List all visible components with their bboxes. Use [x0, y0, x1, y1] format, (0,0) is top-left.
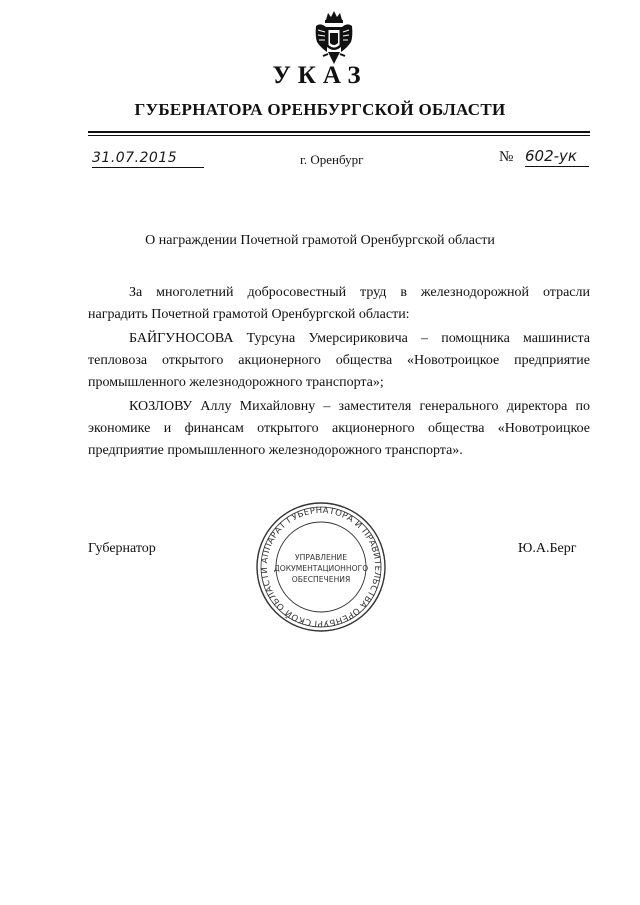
- stamp-line-3: ОБЕСПЕЧЕНИЯ: [291, 575, 351, 584]
- document-title: УКАЗ: [272, 62, 368, 89]
- decree-date: 31.07.2015: [92, 150, 204, 168]
- header-rule: [88, 131, 590, 133]
- decree-heading: О награждении Почетной грамотой Оренбургской области: [145, 233, 495, 248]
- stamp-line-1: УПРАВЛЕНИЕ: [294, 553, 348, 562]
- signer-position: Губернатор: [88, 541, 156, 556]
- document-subtitle: ГУБЕРНАТОРА ОРЕНБУРГСКОЙ ОБЛАСТИ: [134, 100, 506, 119]
- signer-name: Ю.А.Берг: [518, 541, 577, 556]
- decree-body: [88, 282, 590, 462]
- official-stamp: [254, 500, 388, 634]
- stamp-ring-text: АППАРАТ ГУБЕРНАТОРА И ПРАВИТЕЛЬСТВА ОРЕНБУРГСКОЙ ОБЛАСТИ: [259, 505, 383, 629]
- stamp-line-2: ДОКУМЕНТАЦИОННОГО: [273, 564, 369, 573]
- number-sign: №: [499, 149, 514, 165]
- coat-of-arms-icon: [313, 8, 355, 68]
- award-paragraph-2: КОЗЛОВУ Аллу Михайловну – заместителя генерального директора по экономике и финансам открытого акционерного общества «Новотроицкое предприятие промышленного железнодорожного транспорта».: [88, 399, 590, 458]
- decree-city: г. Оренбург: [300, 152, 364, 167]
- award-paragraph-1: БАЙГУНОСОВА Турсуна Умерсириковича – помощника машиниста тепловоза открытого акционерного общества «Новотроицкое предприятие промышленного железнодорожного транспорта»;: [88, 331, 590, 390]
- intro-paragraph: За многолетний добросовестный труд в железнодорожной отрасли наградить Почетной грамотой Оренбургской области:: [88, 285, 590, 322]
- header-rule-thin: [88, 135, 590, 136]
- decree-number: 602-ук: [525, 147, 589, 167]
